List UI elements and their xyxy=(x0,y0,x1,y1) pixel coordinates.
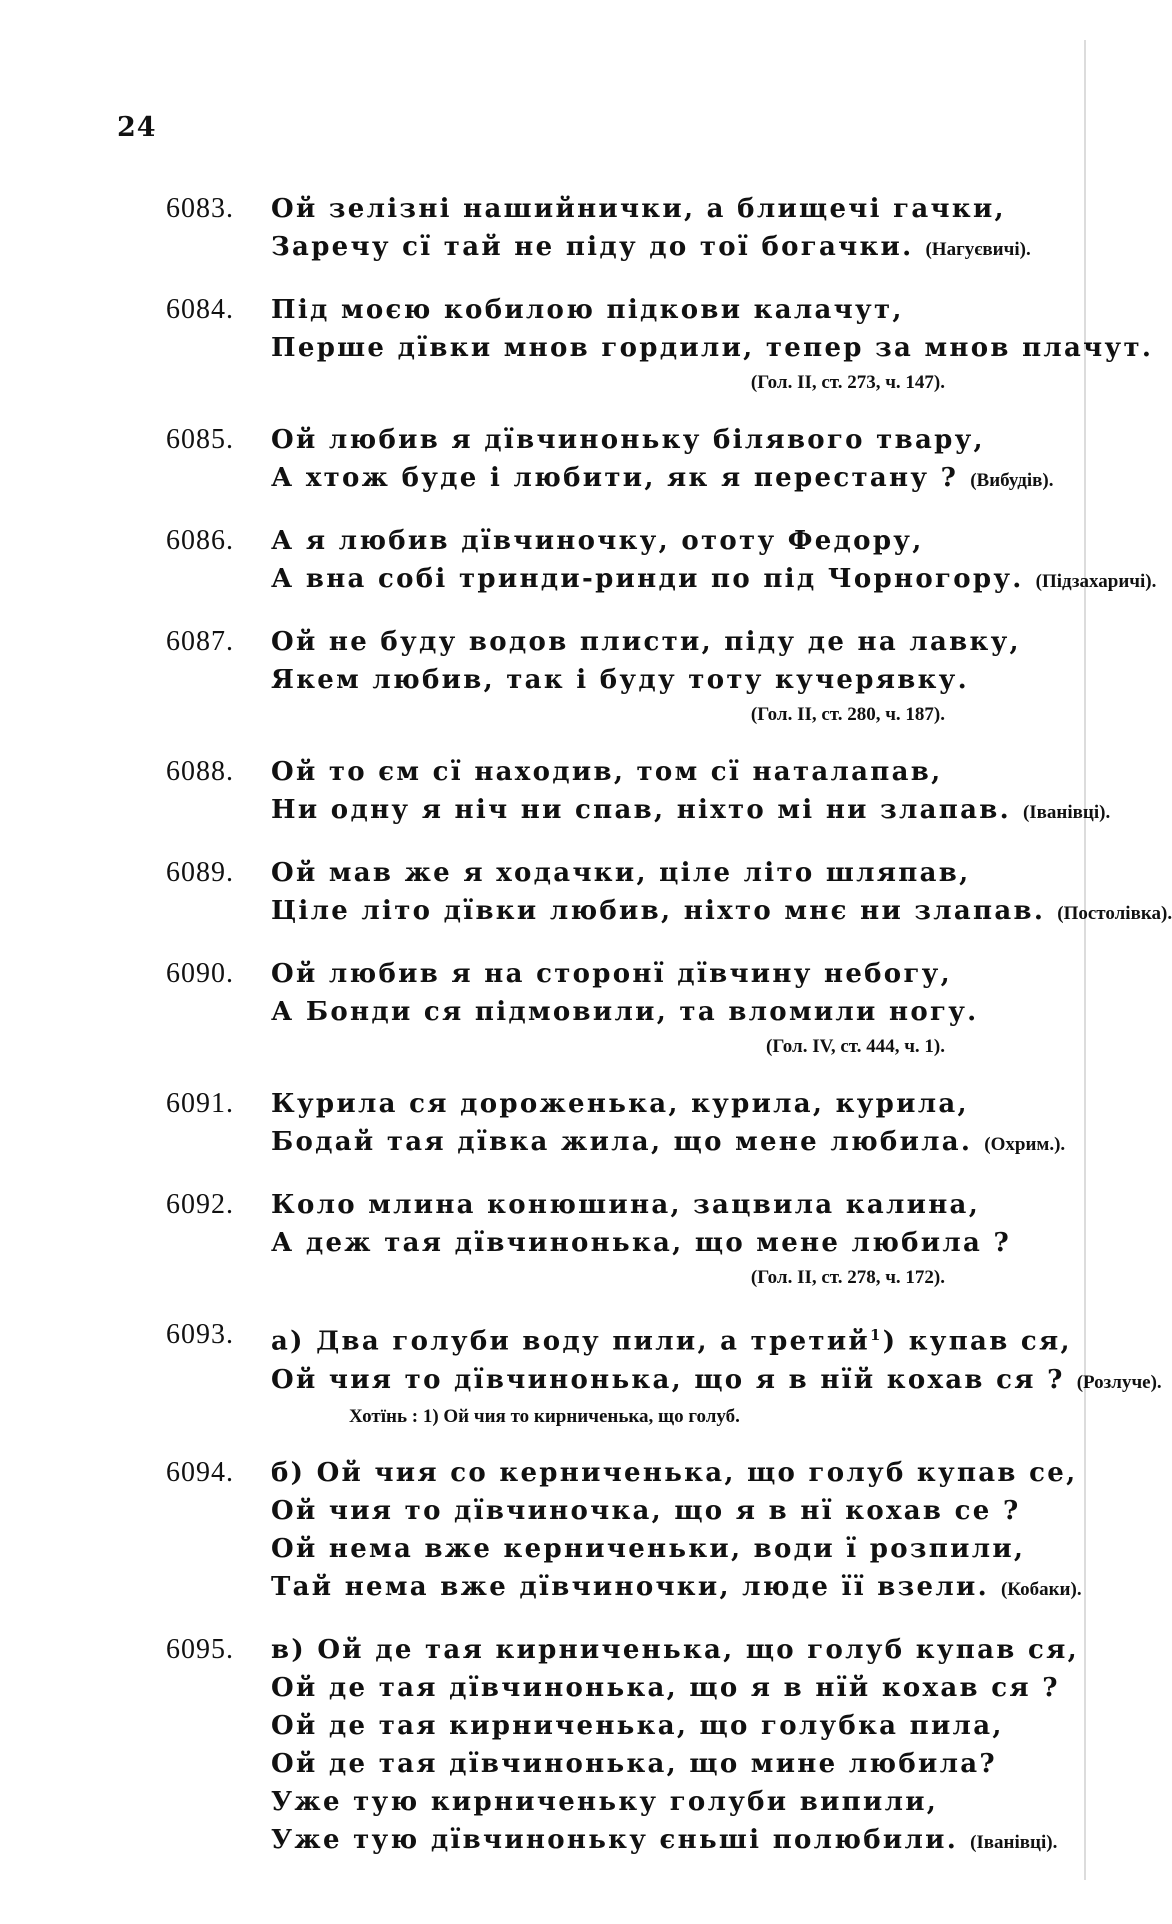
entry-number: 6090. xyxy=(166,958,234,989)
verse-text-tail: ) купав ся, xyxy=(882,1326,1072,1357)
song-entry xyxy=(0,1631,1140,1862)
verse-text: А деж тая дївчинонька, що мене любила ? xyxy=(271,1228,1012,1258)
verse-text: Ой де тая дївчинонька, що мине любила? xyxy=(271,1748,997,1779)
verse-text: Ой любив я дївчиноньку білявого твару, xyxy=(271,425,985,455)
verse-line xyxy=(271,459,1140,500)
song-entry xyxy=(0,190,1140,269)
verse-lines xyxy=(271,753,1140,832)
verse-line xyxy=(271,560,1157,601)
entry-number: 6085. xyxy=(166,424,234,455)
verse-text: Ой де тая дївчинонька, що я в нїй кохав ся ? xyxy=(271,1672,1060,1703)
verse-text: Ой то єм сї находив, том сї наталапав, xyxy=(271,757,943,787)
variant-note: Хотїнь : 1) Ой чия то кирниченька, що голуб. xyxy=(349,1405,740,1427)
verse-lines xyxy=(271,190,1140,269)
verse-line xyxy=(271,661,1140,699)
verse-line xyxy=(271,623,1140,661)
song-entry xyxy=(0,1085,1140,1164)
entry-number: 6095. xyxy=(166,1633,234,1665)
verse-line xyxy=(271,291,1140,329)
verse-line xyxy=(271,1568,1140,1609)
verse-lines xyxy=(271,854,1172,933)
verse-line xyxy=(271,1745,1140,1783)
source-note: (Охрим.). xyxy=(984,1134,1066,1155)
source-note: (Постолівка). xyxy=(1057,903,1172,924)
verse-text: в) Ой де тая кирниченька, що голуб купав ся, xyxy=(271,1634,1079,1665)
verse-line xyxy=(271,1669,1140,1707)
song-entry xyxy=(0,753,1140,832)
entry-number: 6093. xyxy=(166,1319,234,1350)
entry-number: 6091. xyxy=(166,1088,234,1119)
verse-line xyxy=(271,1783,1140,1821)
source-citation: (Гол. IV, ст. 444, ч. 1). xyxy=(766,1036,945,1057)
verse-text: Ни одну я ніч ни спав, ніхто мі ни злапав. xyxy=(271,795,1011,825)
verse-line xyxy=(271,1316,1140,1361)
source-note: (Нагуєвичі). xyxy=(925,239,1031,260)
entry-number: 6084. xyxy=(166,294,234,325)
verse-lines xyxy=(271,421,1140,500)
song-entry xyxy=(0,955,1140,1063)
source-citation: (Гол. II, ст. 280, ч. 187). xyxy=(750,704,945,725)
verse-lines xyxy=(271,522,1157,601)
verse-line xyxy=(271,1631,1140,1669)
verse-line xyxy=(271,791,1140,832)
verse-text: А я любив дївчиночку, ототу Федору, xyxy=(271,526,924,556)
source-note: (Кобаки). xyxy=(1000,1578,1082,1600)
song-entry xyxy=(0,1316,1162,1432)
entry-number: 6089. xyxy=(166,857,234,888)
song-entry xyxy=(0,623,1140,731)
verse-lines xyxy=(271,1631,1140,1862)
verse-text: Якем любив, так і буду тоту кучерявку. xyxy=(271,665,969,695)
verse-lines xyxy=(271,1085,1140,1164)
source-citation: (Гол. II, ст. 273, ч. 147). xyxy=(750,372,945,393)
footnote-mark: 1 xyxy=(870,1326,883,1344)
verse-text: Заречу сї тай не піду до тої богачки. xyxy=(271,232,914,262)
verse-text: А вна собі тринди-ринди по під Чорногору. xyxy=(271,564,1024,594)
verse-text: Ой чия то дївчинонька, що я в нїй кохав ся ? xyxy=(271,1364,1065,1395)
verse-text: Ой не буду водов плисти, піду де на лавку, xyxy=(271,627,1021,657)
verse-text: Коло млина конюшина, зацвила калина, xyxy=(271,1190,981,1220)
verse-line xyxy=(271,1085,1140,1123)
verse-line xyxy=(271,1707,1140,1745)
song-entry xyxy=(0,291,1154,399)
verse-line xyxy=(271,1454,1140,1492)
verse-text: Ой нема вже керниченьки, води ї розпили, xyxy=(271,1533,1026,1564)
song-entries xyxy=(0,190,1172,1884)
verse-text: б) Ой чия со керниченька, що голуб купав се, xyxy=(271,1457,1078,1488)
verse-line xyxy=(271,955,1140,993)
song-entry xyxy=(0,421,1140,500)
verse-text: а) Два голуби воду пили, а третий xyxy=(271,1326,870,1357)
verse-text: Ой де тая кирниченька, що голубка пила, xyxy=(271,1710,1004,1741)
verse-text: Ой чия то дївчиночка, що я в нї кохав се ? xyxy=(271,1495,1021,1526)
verse-line xyxy=(271,329,1154,367)
song-entry xyxy=(0,1454,1140,1609)
verse-line xyxy=(271,1821,1140,1862)
verse-lines xyxy=(271,623,1140,731)
verse-text: Курила ся дороженька, курила, курила, xyxy=(271,1089,969,1119)
verse-text: Ой мав же я ходачки, ціле літо шляпав, xyxy=(271,858,971,888)
verse-line xyxy=(271,522,1140,560)
verse-line xyxy=(271,228,1140,269)
song-entry xyxy=(0,854,1172,933)
verse-text: Уже тую дївчиноньку єньші полюбили. xyxy=(271,1824,959,1855)
verse-lines xyxy=(271,291,1154,399)
verse-line xyxy=(271,1224,1140,1262)
verse-text: Уже тую кирниченьку голуби випили, xyxy=(271,1786,939,1817)
entry-number: 6087. xyxy=(166,626,234,657)
entry-number: 6086. xyxy=(166,525,234,556)
entry-number: 6092. xyxy=(166,1189,234,1220)
verse-line xyxy=(271,1123,1140,1164)
verse-lines xyxy=(271,1454,1140,1609)
verse-text: А хтож буде і любити, як я перестану ? xyxy=(271,463,959,493)
source-citation: (Гол. II, ст. 278, ч. 172). xyxy=(750,1267,945,1288)
verse-line xyxy=(271,1186,1140,1224)
entry-number: 6094. xyxy=(166,1456,234,1488)
song-entry xyxy=(0,522,1157,601)
verse-lines xyxy=(271,1186,1140,1294)
verse-line xyxy=(271,1361,1162,1402)
source-note: (Іванівці). xyxy=(1022,802,1111,823)
song-entry xyxy=(0,1186,1140,1294)
verse-line xyxy=(271,190,1140,228)
verse-text: Під моєю кобилою підкови калачут, xyxy=(271,295,904,325)
verse-line xyxy=(271,1492,1140,1530)
verse-line xyxy=(271,854,1140,892)
verse-line xyxy=(271,892,1172,933)
verse-lines xyxy=(271,1316,1162,1432)
source-note: (Вибудів). xyxy=(970,470,1054,491)
verse-line xyxy=(271,753,1140,791)
source-note: (Іванівці). xyxy=(970,1831,1058,1853)
source-note: (Підзахаричі). xyxy=(1035,571,1157,592)
verse-text: Ой зелізні нашийнички, а блищечі гачки, xyxy=(271,194,1006,224)
verse-text: Бодай тая дївка жила, що мене любила. xyxy=(271,1127,973,1157)
page-number: 24 xyxy=(117,112,157,143)
verse-line xyxy=(271,421,1140,459)
verse-text: Перше дївки мнов гордили, тепер за мнов плачут. xyxy=(271,333,1154,363)
entry-number: 6088. xyxy=(166,756,234,787)
verse-text: Ой любив я на сторонї дївчину небогу, xyxy=(271,959,952,989)
verse-text: Ціле літо дївки любив, ніхто мнє ни злапав. xyxy=(271,896,1046,926)
verse-text: А Бонди ся підмовили, та вломили ногу. xyxy=(271,997,979,1027)
verse-text: Тай нема вже дївчиночки, люде її взели. xyxy=(271,1571,989,1602)
source-note: (Розлуче). xyxy=(1076,1371,1162,1393)
entry-number: 6083. xyxy=(166,193,234,224)
verse-line xyxy=(271,1530,1140,1568)
verse-line xyxy=(271,993,1140,1031)
verse-lines xyxy=(271,955,1140,1063)
